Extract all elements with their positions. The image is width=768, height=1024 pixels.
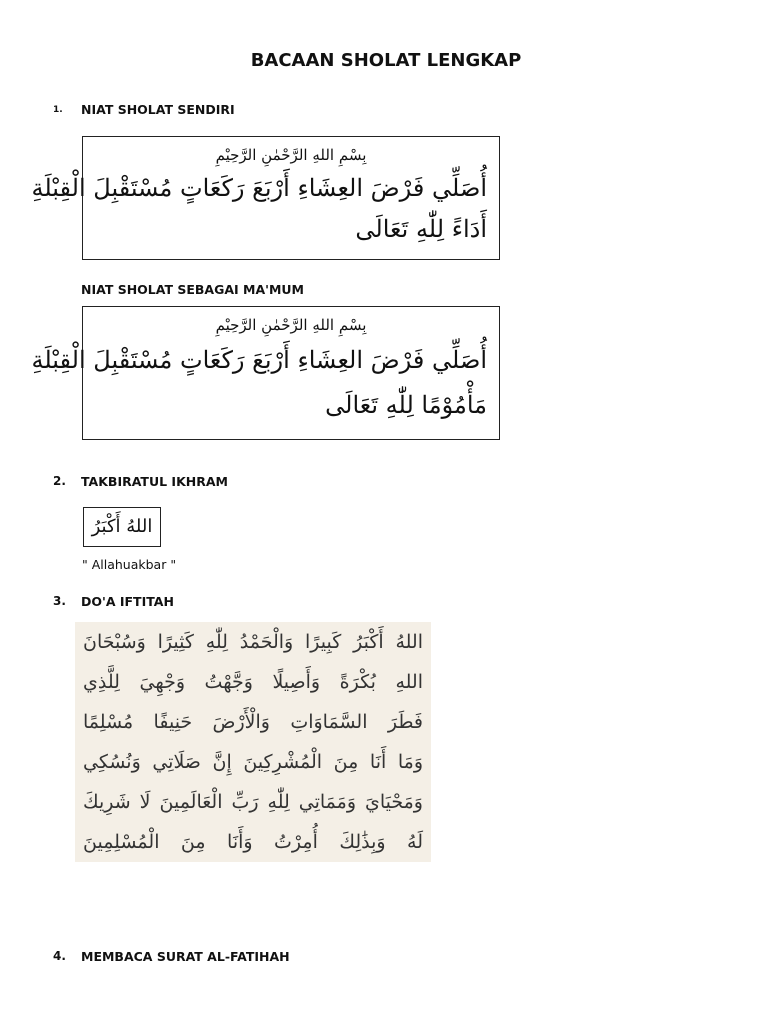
niat-makmum-box (31, 306, 500, 440)
section-heading-iftitah: DO'A IFTITAH (81, 594, 174, 609)
arabic-line: مَأْمُوْمًا لِلّٰهِ تَعَالَى (325, 391, 487, 419)
iftitah-line: اللهِ بُكْرَةً وَأَصِيلًا وَجَّهْتُ وَجْهِيَ لِلَّذِي (83, 671, 423, 693)
iftitah-line: وَمَحْيَايَ وَمَمَاتِي لِلّٰهِ رَبِّ الْعَالَمِينَ لَا شَرِيكَ (83, 791, 423, 813)
iftitah-line: لَهُ وَبِذَٰلِكَ أُمِرْتُ وَأَنَا مِنَ الْمُسْلِمِينَ (83, 831, 423, 853)
arabic-line: أُصَلِّي فَرْضَ العِشَاءِ أَرْبَعَ رَكَعَاتٍ مُسْتَقْبِلَ الْقِبْلَةِ (31, 174, 487, 202)
section-heading-fatihah: MEMBACA SURAT AL-FATIHAH (81, 949, 290, 964)
section-number: 1. (53, 105, 63, 115)
basmalah: بِسْمِ اللهِ الرَّحْمٰنِ الرَّحِيْمِ (215, 316, 367, 334)
section-number: 2. (53, 474, 66, 488)
iftitah-line: وَمَا أَنَا مِنَ الْمُشْرِكِينَ إِنَّ صَلَاتِي وَنُسُكِي (83, 751, 423, 773)
page-title: BACAAN SHOLAT LENGKAP (250, 50, 522, 71)
arabic-line: أُصَلِّي فَرْضَ العِشَاءِ أَرْبَعَ رَكَعَاتٍ مُسْتَقْبِلَ الْقِبْلَةِ (31, 346, 487, 374)
basmalah: بِسْمِ اللهِ الرَّحْمٰنِ الرَّحِيْمِ (215, 146, 367, 164)
takbir-arabic: اللهُ أَكْبَرُ (83, 507, 161, 547)
iftitah-image (75, 622, 431, 862)
iftitah-line: فَطَرَ السَّمَاوَاتِ وَالْأَرْضَ حَنِيفًا مُسْلِمًا (83, 711, 423, 733)
arabic-line: أَدَاءً لِلّٰهِ تَعَالَى (355, 215, 487, 243)
section-heading-takbir: TAKBIRATUL IKHRAM (81, 474, 228, 489)
section-number: 3. (53, 594, 66, 608)
niat-sendiri-box (31, 136, 500, 260)
iftitah-line: اللهُ أَكْبَرُ كَبِيرًا وَالْحَمْدُ لِلّٰهِ كَثِيرًا وَسُبْحَانَ (83, 631, 423, 653)
section-heading-niat-sendiri: NIAT SHOLAT SENDIRI (81, 102, 235, 117)
takbir-latin: " Allahuakbar " (82, 557, 177, 572)
section-number: 4. (53, 949, 66, 963)
section-heading-niat-makmum: NIAT SHOLAT SEBAGAI MA'MUM (81, 282, 304, 297)
